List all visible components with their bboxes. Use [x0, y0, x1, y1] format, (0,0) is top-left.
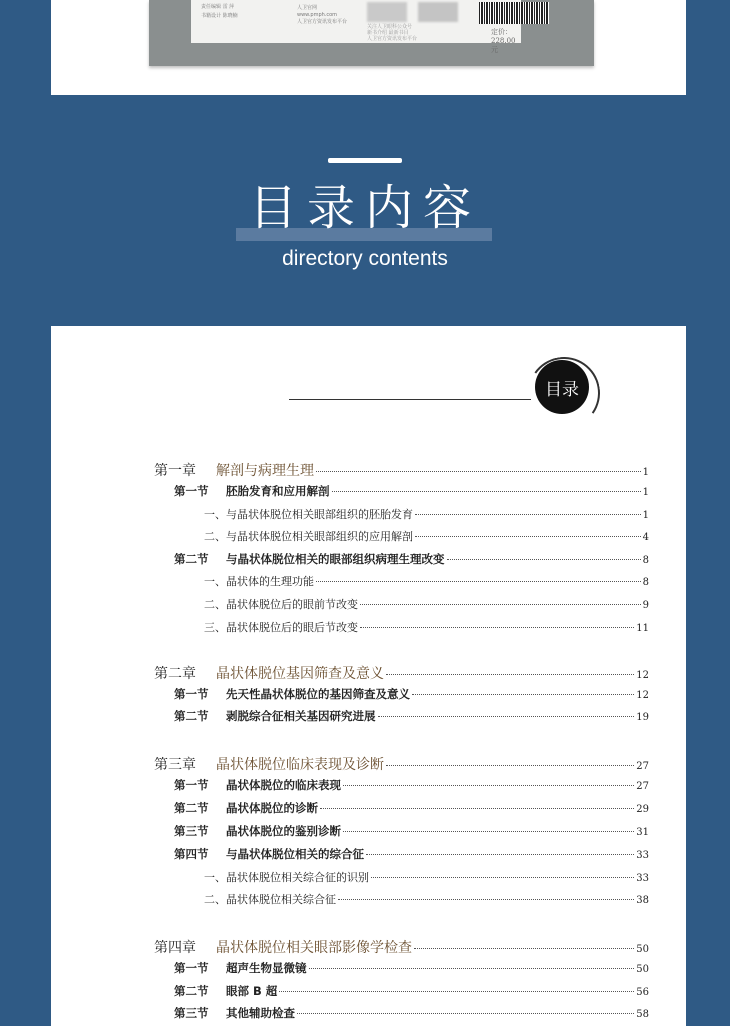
page-number: 33 — [636, 873, 649, 884]
page-number: 50 — [636, 964, 649, 975]
section-number: 第一节 — [174, 484, 209, 498]
page-number: 1 — [642, 467, 649, 478]
isbn-barcode — [479, 2, 549, 24]
dot-leader — [360, 626, 634, 628]
toc-header-rule — [289, 399, 531, 400]
subsection-title: 一、与晶状体脱位相关眼部组织的胚胎发育 — [204, 508, 413, 521]
section-number: 第一节 — [174, 961, 209, 975]
toc-chapter — [154, 754, 649, 774]
site-line: www.pmph.com — [297, 12, 338, 18]
section-title: 晶状体脱位的诊断 — [226, 801, 318, 815]
chapter-title: 晶状体脱位基因筛查及意义 — [216, 666, 384, 682]
toc-subsection — [204, 619, 649, 635]
section-number: 第二节 — [174, 801, 209, 815]
page-number: 8 — [642, 577, 649, 588]
credit-line: 责任编辑 雷 萍 — [201, 4, 235, 10]
dot-leader — [338, 898, 634, 900]
table-of-contents-page — [51, 326, 686, 1026]
section-number: 第三节 — [174, 824, 209, 838]
toc-section — [174, 1005, 649, 1021]
toc-section — [174, 686, 649, 702]
page-number: 1 — [642, 510, 649, 521]
qr-caption-line: 关注人卫眼科公众号 — [367, 24, 413, 30]
dot-leader — [366, 853, 634, 855]
dot-leader — [332, 490, 641, 492]
page-number: 1 — [642, 487, 649, 498]
page-number: 38 — [636, 895, 649, 906]
page-number: 29 — [636, 804, 649, 815]
qr-caption-line: 新书介绍 最新书目 — [367, 30, 409, 36]
section-title: 晶状体脱位的鉴别诊断 — [226, 824, 341, 838]
qr-caption-line: 人卫官方资讯发布平台 — [367, 36, 418, 42]
toc-section — [174, 983, 649, 999]
dot-leader — [415, 535, 641, 537]
toc-chapter — [154, 460, 649, 480]
chapter-number: 第四章 — [154, 940, 196, 956]
toc-subsection — [204, 573, 649, 589]
heading-accent-bar — [328, 158, 402, 163]
section-title: 晶状体脱位的临床表现 — [226, 778, 341, 792]
chapter-title: 晶状体脱位相关眼部影像学检查 — [216, 940, 412, 956]
credit-line: 书籍设计 陈晓楠 — [201, 13, 238, 19]
book-back-card — [51, 0, 686, 95]
subsection-title: 一、晶状体的生理功能 — [204, 575, 314, 588]
subsection-title: 二、晶状体脱位后的眼前节改变 — [204, 598, 358, 611]
dot-leader — [279, 990, 634, 992]
dot-leader — [297, 1012, 634, 1014]
section-number: 第四节 — [174, 847, 209, 861]
dot-leader — [360, 603, 641, 605]
page-number: 50 — [636, 944, 649, 955]
page-number: 27 — [636, 781, 649, 792]
toc-section — [174, 483, 649, 499]
toc-chapter — [154, 663, 649, 683]
page-number: 58 — [636, 1009, 649, 1020]
dot-leader — [386, 673, 634, 675]
toc-section — [174, 777, 649, 793]
dot-leader — [316, 470, 641, 472]
qr-code-image — [367, 2, 407, 22]
dot-leader — [414, 947, 634, 949]
dot-leader — [316, 580, 641, 582]
page-number: 12 — [636, 690, 649, 701]
page-number: 12 — [636, 670, 649, 681]
section-heading-subtitle: directory contents — [282, 247, 448, 270]
page-number: 8 — [642, 555, 649, 566]
page-number: 9 — [642, 600, 649, 611]
page-number: 33 — [636, 850, 649, 861]
chapter-title: 晶状体脱位临床表现及诊断 — [216, 757, 384, 773]
section-number: 第二节 — [174, 984, 209, 998]
section-title: 与晶状体脱位相关的眼部组织病理生理改变 — [226, 552, 445, 566]
toc-chapter — [154, 937, 649, 957]
dot-leader — [320, 807, 634, 809]
chapter-number: 第二章 — [154, 666, 196, 682]
dot-leader — [378, 715, 635, 717]
section-title: 与晶状体脱位相关的综合征 — [226, 847, 364, 861]
subsection-title: 三、晶状体脱位后的眼后节改变 — [204, 621, 358, 634]
book-price: 定价：228.00元 — [491, 28, 516, 54]
section-title: 其他辅助检查 — [226, 1006, 295, 1020]
section-heading-title: 目录内容 — [248, 180, 481, 236]
section-number: 第三节 — [174, 1006, 209, 1020]
subsection-title: 一、晶状体脱位相关综合征的识别 — [204, 871, 369, 884]
toc-subsection — [204, 596, 649, 612]
toc-section — [174, 823, 649, 839]
dot-leader — [343, 784, 634, 786]
chapter-number: 第三章 — [154, 757, 196, 773]
book-credits — [201, 3, 238, 21]
page-number: 31 — [636, 827, 649, 838]
dot-leader — [371, 876, 634, 878]
page-number: 11 — [636, 623, 649, 634]
section-number: 第二节 — [174, 552, 209, 566]
toc-section — [174, 551, 649, 567]
toc-section — [174, 846, 649, 862]
section-title: 先天性晶状体脱位的基因筛查及意义 — [226, 687, 410, 701]
chapter-number: 第一章 — [154, 463, 196, 479]
page-number: 56 — [636, 987, 649, 998]
toc-subsection — [204, 891, 649, 907]
book-back-cover-image — [149, 0, 594, 66]
site-line: 人卫官网 — [297, 5, 318, 11]
page-number: 4 — [642, 532, 649, 543]
publisher-site — [297, 5, 347, 26]
section-title: 超声生物显微镜 — [226, 961, 307, 975]
page-number: 19 — [636, 712, 649, 723]
section-title: 胚胎发育和应用解剖 — [226, 484, 330, 498]
subsection-title: 二、与晶状体脱位相关眼部组织的应用解剖 — [204, 530, 413, 543]
site-line: 人卫官方资讯发布平台 — [297, 19, 348, 25]
section-title: 剥脱综合征相关基因研究进展 — [226, 709, 376, 723]
dot-leader — [412, 693, 634, 695]
dot-leader — [309, 967, 635, 969]
page-number: 27 — [636, 761, 649, 772]
section-number: 第二节 — [174, 709, 209, 723]
toc-section — [174, 708, 649, 724]
subsection-title: 二、晶状体脱位相关综合征 — [204, 893, 336, 906]
qr-code-image — [418, 2, 458, 22]
book-back-label — [191, 0, 521, 54]
toc-section — [174, 960, 649, 976]
chapter-title: 解剖与病理生理 — [216, 463, 314, 479]
toc-subsection — [204, 506, 649, 522]
section-number: 第一节 — [174, 687, 209, 701]
qr-caption — [367, 24, 417, 42]
toc-subsection — [204, 528, 649, 544]
dot-leader — [415, 513, 641, 515]
toc-section — [174, 800, 649, 816]
section-number: 第一节 — [174, 778, 209, 792]
section-title: 眼部 B 超 — [226, 984, 278, 998]
dot-leader — [447, 558, 641, 560]
dot-leader — [343, 830, 634, 832]
toc-badge: 目录 — [535, 360, 589, 414]
toc-subsection — [204, 869, 649, 885]
dot-leader — [386, 764, 634, 766]
